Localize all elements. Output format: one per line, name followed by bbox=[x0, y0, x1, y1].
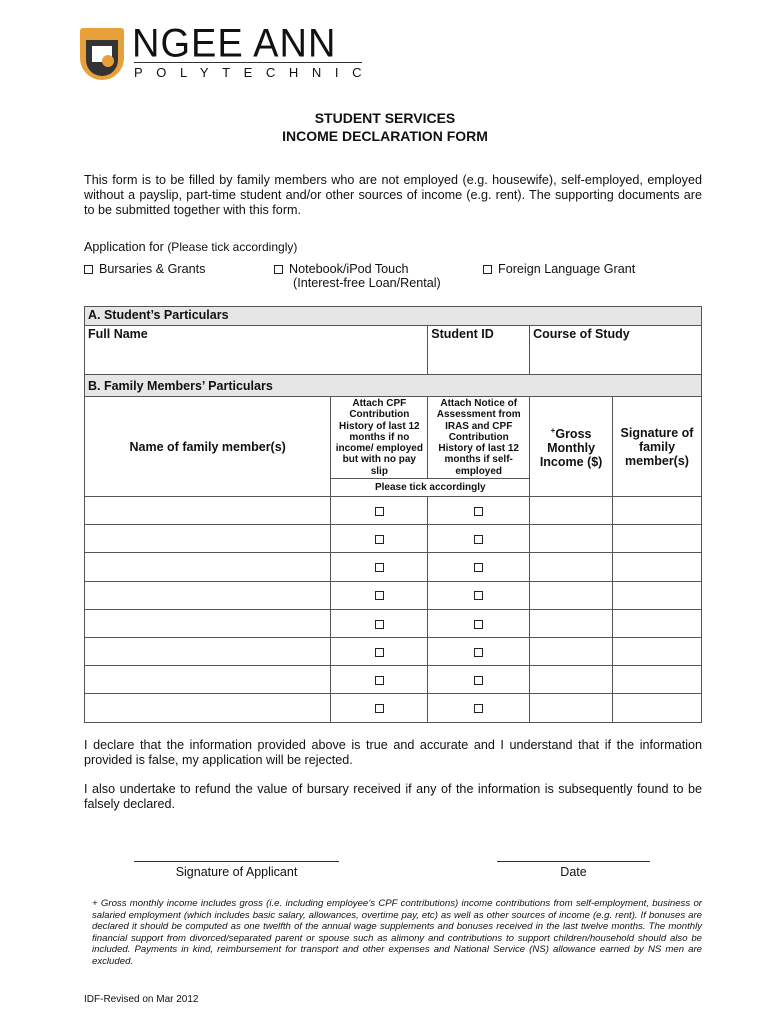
family-member-row bbox=[85, 694, 702, 722]
form-title-1: STUDENT SERVICES bbox=[314, 110, 456, 126]
income-cell[interactable] bbox=[530, 553, 613, 581]
name-cell[interactable] bbox=[85, 637, 331, 665]
cpf-tick[interactable] bbox=[331, 637, 428, 665]
checkbox[interactable] bbox=[483, 265, 492, 274]
cpf-tick[interactable] bbox=[331, 581, 428, 609]
checkbox[interactable] bbox=[474, 591, 483, 600]
checkbox[interactable] bbox=[474, 676, 483, 685]
family-member-row bbox=[85, 666, 702, 694]
cpf-tick[interactable] bbox=[331, 525, 428, 553]
name-cell[interactable] bbox=[85, 553, 331, 581]
family-member-row bbox=[85, 609, 702, 637]
option-foreign-language[interactable] bbox=[483, 262, 635, 276]
tick-note: Please tick accordingly bbox=[331, 479, 530, 497]
signature-cell[interactable] bbox=[613, 497, 702, 525]
name-cell[interactable] bbox=[85, 581, 331, 609]
option-label: Foreign Language Grant bbox=[498, 262, 636, 276]
signature-cell[interactable] bbox=[613, 666, 702, 694]
option-bursaries[interactable] bbox=[84, 262, 205, 276]
checkbox[interactable] bbox=[375, 591, 384, 600]
revision-note: IDF-Revised on Mar 2012 bbox=[84, 994, 199, 1005]
family-member-row bbox=[85, 581, 702, 609]
crest-icon bbox=[80, 28, 124, 80]
application-label bbox=[84, 240, 297, 254]
iras-tick[interactable] bbox=[428, 694, 530, 722]
income-cell[interactable] bbox=[530, 497, 613, 525]
checkbox[interactable] bbox=[375, 648, 384, 657]
name-cell[interactable] bbox=[85, 694, 331, 722]
name-cell[interactable] bbox=[85, 497, 331, 525]
iras-tick[interactable] bbox=[428, 497, 530, 525]
checkbox[interactable] bbox=[375, 535, 384, 544]
option-notebook[interactable] bbox=[274, 262, 441, 290]
name-cell[interactable] bbox=[85, 666, 331, 694]
iras-tick[interactable] bbox=[428, 637, 530, 665]
form-title-2: INCOME DECLARATION FORM bbox=[282, 128, 488, 144]
option-label: Bursaries & Grants bbox=[99, 262, 206, 276]
checkbox[interactable] bbox=[375, 507, 384, 516]
gross-label: Gross Monthly Income ($) bbox=[539, 427, 603, 470]
checkbox[interactable] bbox=[375, 620, 384, 629]
checkbox[interactable] bbox=[375, 676, 384, 685]
full-name-field[interactable]: Full Name bbox=[85, 326, 428, 375]
signature-header: Signature of family member(s) bbox=[613, 397, 702, 497]
checkbox[interactable] bbox=[474, 507, 483, 516]
checkbox[interactable] bbox=[474, 620, 483, 629]
logo-name: NGEE ANN bbox=[132, 21, 337, 67]
checkbox[interactable] bbox=[375, 704, 384, 713]
cpf-tick[interactable] bbox=[331, 666, 428, 694]
signature-cell[interactable] bbox=[613, 637, 702, 665]
family-member-row bbox=[85, 497, 702, 525]
iras-tick[interactable] bbox=[428, 609, 530, 637]
name-cell[interactable] bbox=[85, 609, 331, 637]
signature-cell[interactable] bbox=[613, 609, 702, 637]
iras-tick[interactable] bbox=[428, 525, 530, 553]
cpf-tick[interactable] bbox=[331, 553, 428, 581]
option-label: Notebook/iPod Touch bbox=[289, 262, 409, 276]
cpf-tick[interactable] bbox=[331, 609, 428, 637]
applicant-signature[interactable]: Signature of Applicant bbox=[134, 861, 339, 879]
cpf-tick[interactable] bbox=[331, 694, 428, 722]
name-header: Name of family member(s) bbox=[85, 397, 331, 497]
ngee-ann-logo bbox=[80, 21, 376, 84]
income-cell[interactable] bbox=[530, 666, 613, 694]
iras-tick[interactable] bbox=[428, 581, 530, 609]
plus-marker: + bbox=[550, 425, 556, 435]
cpf-tick[interactable] bbox=[331, 497, 428, 525]
application-for: Application for bbox=[84, 240, 164, 254]
income-cell[interactable] bbox=[530, 581, 613, 609]
checkbox[interactable] bbox=[274, 265, 283, 274]
checkbox[interactable] bbox=[474, 648, 483, 657]
checkbox[interactable] bbox=[474, 704, 483, 713]
checkbox[interactable] bbox=[84, 265, 93, 274]
student-id-field[interactable]: Student ID bbox=[428, 326, 530, 375]
family-member-row bbox=[85, 525, 702, 553]
application-hint: (Please tick accordingly) bbox=[167, 240, 298, 254]
iras-tick[interactable] bbox=[428, 553, 530, 581]
family-member-row bbox=[85, 553, 702, 581]
signature-cell[interactable] bbox=[613, 553, 702, 581]
section-b-header: B. Family Members’ Particulars bbox=[85, 375, 702, 397]
name-cell[interactable] bbox=[85, 525, 331, 553]
checkbox[interactable] bbox=[474, 535, 483, 544]
income-cell[interactable] bbox=[530, 525, 613, 553]
declaration-2: I also undertake to refund the value of bursary received if any of the information is subsequently found to be falsely declared. bbox=[84, 782, 702, 811]
iras-header: Attach Notice of Assessment from IRAS and CPF Contribution History of last 12 months if self-employed bbox=[428, 397, 530, 479]
gross-header bbox=[530, 397, 613, 497]
intro-text: This form is to be filled by family members who are not employed (e.g. housewife), self-employed, employed without a payslip, part-time student and/or other sources of income (e.g. rent). The supporting documents are to be submitted together with this form. bbox=[84, 173, 702, 217]
declaration-1: I declare that the information provided above is true and accurate and I understand that if the information provided is false, my application will be rejected. bbox=[84, 738, 702, 767]
signature-cell[interactable] bbox=[613, 694, 702, 722]
signature-cell[interactable] bbox=[613, 525, 702, 553]
family-member-row bbox=[85, 637, 702, 665]
footnote: + Gross monthly income includes gross (i.e. including employee’s CPF contributions) income contributions from self-employment, business or salaried employment (which includes basic salary, allowances, overtime pay, etc) as well as other sources of income (e.g. rent). If bonuses are declared it should be computed as one twelfth of the annual wage supplements and bonuses received in the last twelve months. The monthly financial support from divorced/separated parent or spouse such as alimony and contributions to support children/household should also be included. Payments in kind, reimbursement for transport and other expenses and National Service (NS) allowance earned by NS men are excluded. bbox=[92, 898, 702, 967]
checkbox[interactable] bbox=[375, 563, 384, 572]
section-a-header: A. Student’s Particulars bbox=[85, 307, 702, 326]
logo-subtitle: POLYTECHNIC bbox=[134, 62, 362, 80]
income-cell[interactable] bbox=[530, 609, 613, 637]
signature-cell[interactable] bbox=[613, 581, 702, 609]
income-cell[interactable] bbox=[530, 694, 613, 722]
income-cell[interactable] bbox=[530, 637, 613, 665]
particulars-table bbox=[84, 306, 702, 723]
cpf-header: Attach CPF Contribution History of last 12 months if no income/ employed but with no pay slip bbox=[331, 397, 428, 479]
checkbox[interactable] bbox=[474, 563, 483, 572]
date-field[interactable]: Date bbox=[497, 861, 650, 879]
option-sublabel: (Interest-free Loan/Rental) bbox=[293, 276, 441, 290]
course-field[interactable]: Course of Study bbox=[530, 326, 702, 375]
iras-tick[interactable] bbox=[428, 666, 530, 694]
